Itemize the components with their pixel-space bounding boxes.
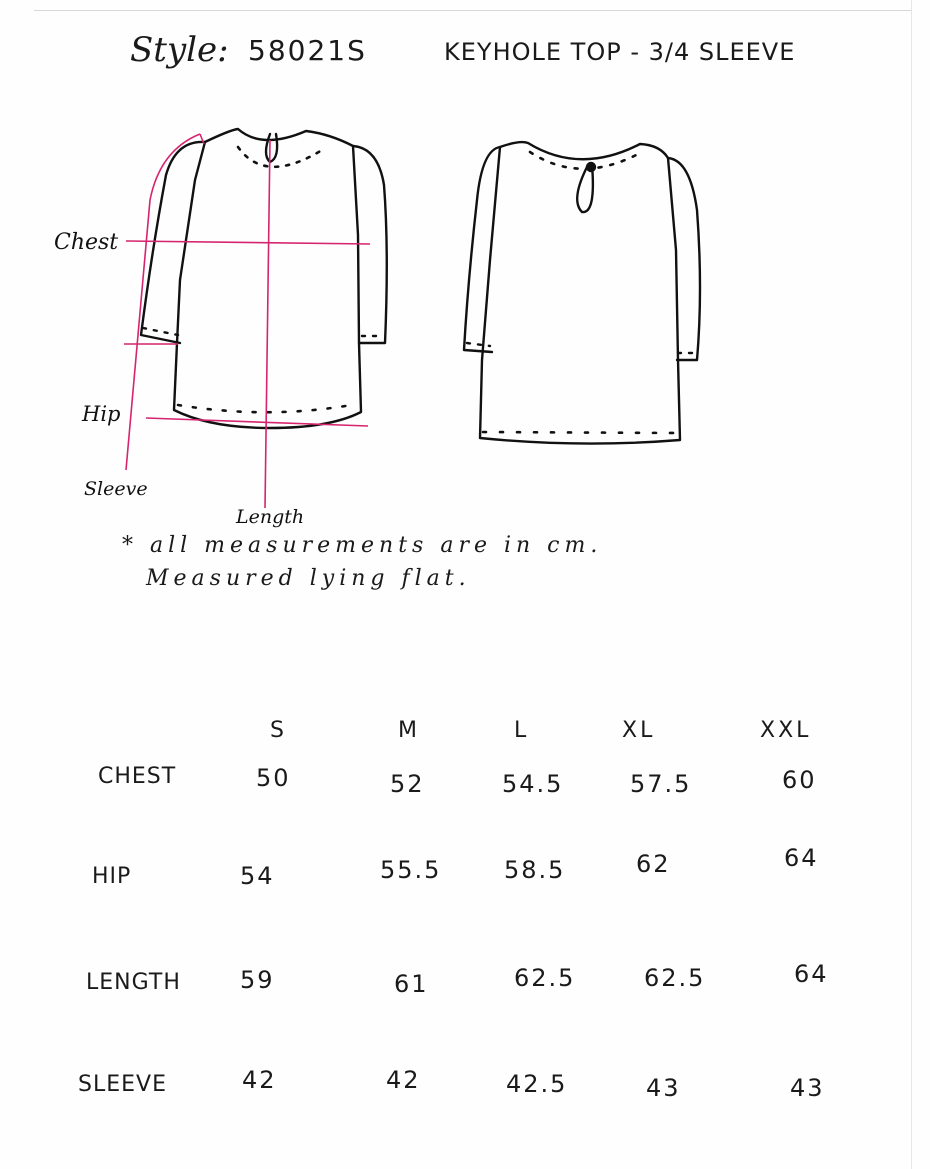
table-cell: 54.5 bbox=[502, 770, 564, 798]
table-cell: 50 bbox=[256, 764, 291, 792]
table-cell: 58.5 bbox=[504, 856, 566, 884]
table-cell: 54 bbox=[240, 862, 275, 890]
table-cell: 42 bbox=[386, 1066, 421, 1094]
column-header-s: S bbox=[270, 718, 287, 743]
table-cell: 42 bbox=[242, 1066, 277, 1094]
length-label: Length bbox=[236, 506, 305, 528]
row-label-chest: CHEST bbox=[98, 764, 177, 789]
front-keyhole bbox=[266, 134, 277, 162]
front-neck-stitch bbox=[238, 147, 322, 167]
chest-measure-line bbox=[126, 241, 370, 244]
front-view bbox=[141, 129, 387, 428]
table-cell: 62 bbox=[636, 850, 671, 878]
row-label-sleeve: SLEEVE bbox=[78, 1072, 167, 1097]
table-cell: 61 bbox=[394, 970, 429, 998]
table-cell: 42.5 bbox=[506, 1070, 568, 1098]
table-cell: 62.5 bbox=[644, 964, 706, 992]
length-measure-line bbox=[265, 140, 270, 508]
measurement-lines bbox=[124, 134, 370, 508]
table-cell: 59 bbox=[240, 966, 275, 994]
garment-title: KEYHOLE TOP - 3/4 SLEEVE bbox=[444, 38, 796, 66]
table-cell: 43 bbox=[790, 1074, 825, 1102]
back-view bbox=[464, 142, 700, 443]
table-cell: 64 bbox=[784, 844, 819, 872]
sleeve-label: Sleeve bbox=[84, 478, 148, 500]
back-left-cuff-stitch bbox=[467, 343, 490, 346]
chest-label: Chest bbox=[54, 230, 119, 255]
table-cell: 43 bbox=[646, 1074, 681, 1102]
front-left-cuff-stitch bbox=[143, 328, 178, 335]
hip-label: Hip bbox=[82, 402, 121, 426]
table-cell: 57.5 bbox=[630, 770, 692, 798]
table-cell: 52 bbox=[390, 770, 425, 798]
table-cell: 64 bbox=[794, 960, 829, 988]
table-cell: 60 bbox=[782, 766, 817, 794]
style-label: Style: bbox=[130, 30, 229, 70]
back-hem-stitch bbox=[483, 432, 678, 433]
column-header-l: L bbox=[514, 718, 530, 743]
table-cell: 62.5 bbox=[514, 964, 576, 992]
front-hem-stitch bbox=[178, 404, 357, 412]
column-header-xxl: XXL bbox=[760, 718, 812, 743]
back-left-sleeve bbox=[464, 147, 500, 352]
table-cell: 55.5 bbox=[380, 856, 442, 884]
column-header-xl: XL bbox=[622, 718, 656, 743]
back-right-sleeve bbox=[668, 158, 700, 360]
measured-flat-note: Measured lying flat. bbox=[146, 566, 471, 591]
style-code: 58021S bbox=[248, 34, 367, 67]
row-label-length: LENGTH bbox=[86, 970, 181, 995]
column-header-m: M bbox=[398, 718, 420, 743]
row-label-hip: HIP bbox=[92, 864, 132, 889]
units-note: * all measurements are in cm. bbox=[122, 533, 603, 558]
